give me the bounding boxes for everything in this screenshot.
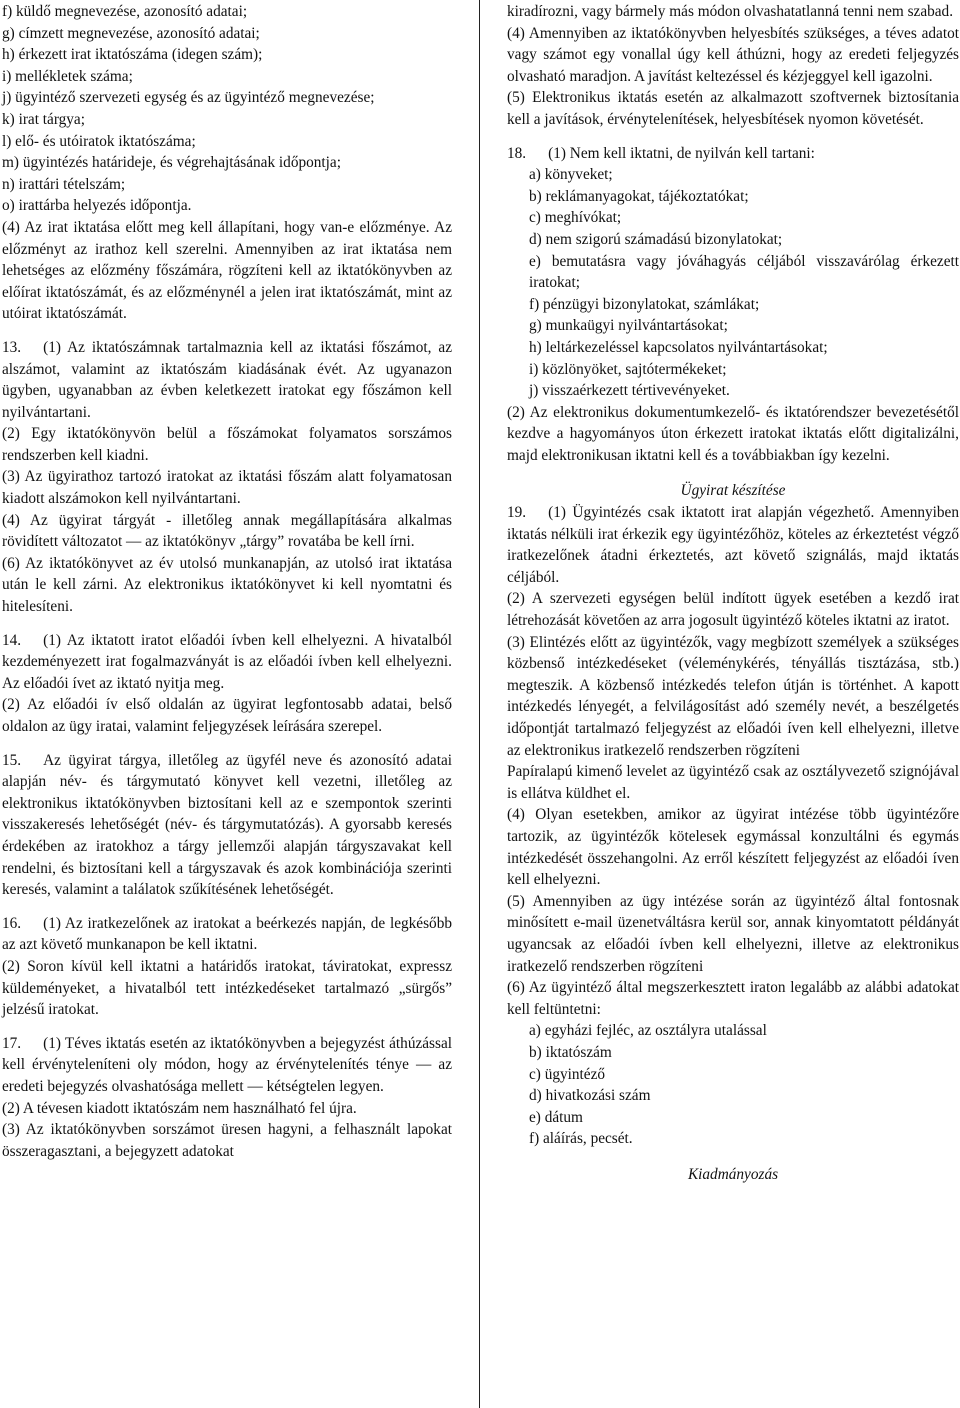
paragraph-text: (1) Nem kell iktatni, de nyilván kell tartani: xyxy=(548,144,815,162)
section-heading: Ügyirat készítése xyxy=(680,482,786,500)
paragraph xyxy=(507,632,959,762)
paragraph xyxy=(2,1119,452,1162)
paragraph xyxy=(507,804,959,890)
list-item xyxy=(507,337,959,359)
paragraph-text: Papíralapú kimenő levelet az ügyintéző csak az osztályvezető szignójával is ellátva küldhet el. xyxy=(507,763,959,802)
list-item xyxy=(507,1085,959,1107)
list-item xyxy=(507,251,959,294)
list-item xyxy=(507,1020,959,1042)
paragraph xyxy=(2,510,452,553)
paragraph xyxy=(2,553,452,618)
paragraph-text: d) hivatkozási szám xyxy=(529,1087,651,1105)
paragraph xyxy=(2,87,452,109)
paragraph-text: (4) Amennyiben az iktatókönyvben helyesbítés szükséges, a téves adatot vagy számot egy vonallal úgy kell áthúzni, hogy az eredeti feljegyzés olvasható maradjon. A javítást keltezéssel és kézjeggyel kell igazolni. xyxy=(507,24,959,85)
paragraph-text: (1) Az iktatott iratot előadói ívben kell elhelyezni. A hivatalból kezdeményezett irat fogalmazványát is az előadói ívben kell elhelyezni. Az előadói ívet az iktató nyitja meg. xyxy=(2,631,452,692)
paragraph-text: (5) Amennyiben az ügy intézése során az ügyintéző által fontosnak minősített e-mail üzenetváltásra kerül sor, annak kinyomtatott példányát ugyancsak az előadói ívben kell elhelyezni, illetve az elektronikus iratkezelő rendszerben rögzíteni xyxy=(507,892,959,975)
paragraph-text: b) reklámanyagokat, tájékoztatókat; xyxy=(529,187,749,205)
paragraph-text: i) közlönyöket, sajtótermékeket; xyxy=(529,360,727,378)
paragraph-text: a) egyházi fejléc, az osztályra utalással xyxy=(529,1022,767,1040)
paragraph-gap xyxy=(2,901,452,913)
paragraph-text: l) elő- és utóiratok iktatószáma; xyxy=(2,132,196,150)
paragraph-text: n) irattári tételszám; xyxy=(2,175,126,193)
list-item xyxy=(507,164,959,186)
column-divider xyxy=(479,0,480,1408)
section-paragraph xyxy=(2,750,452,901)
paragraph-text: kiradírozni, vagy bármely más módon olvashatatlanná tenni nem szabad. xyxy=(507,3,954,20)
section-number: 13. xyxy=(2,338,22,356)
list-item xyxy=(507,359,959,381)
paragraph-text: (1) Ügyintézés csak iktatott irat alapján végezhető. Amennyiben iktatás nélküli irat érkezik egy ügyintézőhöz, köteles az érkeztetést végző iratkezelőnek átadni érkeztetés, azt követő szignálás, majd iktatás céljából. xyxy=(507,504,959,586)
paragraph-text: c) meghívókat; xyxy=(529,209,622,227)
list-item xyxy=(507,1042,959,1064)
list-item xyxy=(507,229,959,251)
paragraph-text: (1) Téves iktatás esetén az iktatókönyvben a bejegyzést áthúzással kell érvényteleníteni oly módon, hogy az érvénytelenítés ténye ― az eredeti bejegyzés olvashatósága mellett ― kétségtelen legyen. xyxy=(2,1034,452,1095)
section-paragraph xyxy=(2,913,452,956)
paragraph xyxy=(2,23,452,45)
paragraph-text: (2) Az előadói ív első oldalán az ügyirat legfontosabb adatai, belső oldalon az ügy iratai, valamint feljegyzések leírására szerepel. xyxy=(2,696,452,735)
paragraph xyxy=(507,891,959,977)
paragraph-gap xyxy=(2,738,452,750)
list-item xyxy=(507,186,959,208)
section-paragraph xyxy=(507,502,959,588)
section-paragraph xyxy=(507,143,959,165)
section-heading: Kiadmányozás xyxy=(687,1165,779,1183)
section-number: 18. xyxy=(507,144,527,162)
paragraph-text: (2) A szervezeti egységen belül indított ügyek esetében a kezdő irat létrehozását követően az arra jogosult ügyintéző köteles iktatni az iratot. xyxy=(507,590,959,630)
section-number: 16. xyxy=(2,914,22,932)
paragraph-gap xyxy=(2,325,452,337)
paragraph-text: m) ügyintézés határideje, és végrehajtásának időpontja; xyxy=(2,154,341,172)
paragraph-text: (3) Az ügyirathoz tartozó iratokat az iktatási főszám alatt folyamatosan kiadott alszámokon kell nyilvántartani. xyxy=(2,468,452,508)
paragraph-text: (4) Olyan esetekben, amikor az ügyirat intézése több ügyintézőre tartozik, az ügyintézők kötelesek egymással konzultálni és egymás intézkedését összehangolni. Az erről készített feljegyzést az előadói íven kell elhelyezni. xyxy=(507,806,959,889)
paragraph xyxy=(507,977,959,1020)
paragraph xyxy=(507,402,959,467)
paragraph-text: (1) Az iratkezelőnek az iratokat a beérkezés napján, de legkésőbb az azt követő munkanapon be kell iktatni. xyxy=(2,914,452,954)
paragraph-gap xyxy=(2,1021,452,1033)
list-item xyxy=(507,207,959,229)
paragraph-text: (3) Elintézés előtt az ügyintézők, vagy megbízott személyek a szükséges közbenső intézkedéseket (véleménykérés, tényállás tisztázása, stb.) megteszik. A közbenső intézkedés telefon útján is történhet. A kapott intézkedés lényegét, a felvilágosítást adó személy nevét, a beszélgetés időpontját tartalmazó feljegyzést az előadói íven kell elhelyezni, illetve az elektronikus iratkezelő rendszerben rögzíteni xyxy=(507,633,959,759)
paragraph xyxy=(507,1,959,23)
paragraph-text: j) visszaérkezett tértivevényeket. xyxy=(529,382,730,400)
paragraph xyxy=(2,423,452,466)
paragraph-text: Az ügyirat tárgya, illetőleg az ügyfél neve és azonosító adatai alapján név- és tárgymutató könyvet kell vezetni, illetőleg az elektronikus iktatókönyvben biztosítani kell az e szempontok szerinti visszakeresés lehetőségét (név- és tárgymutatózás). A gyorsabb keresés érdekében az iratokhoz a tárgy jellemzői alapján tárgyszavakat kell rendelni, és biztosítani kell a tárgyszavak és azok kombinációja szerinti keresés, valamint a találatok szűkítésének lehetőségét. xyxy=(2,751,452,899)
paragraph xyxy=(2,131,452,153)
section-paragraph xyxy=(2,1033,452,1098)
paragraph xyxy=(2,44,452,66)
paragraph xyxy=(507,87,959,130)
paragraph-gap xyxy=(507,466,959,478)
paragraph xyxy=(2,109,452,131)
paragraph-text: (2) Egy iktatókönyvön belül a főszámokat folyamatos sorszámos rendszerben kell kiadni. xyxy=(2,425,452,464)
right-column xyxy=(507,1,959,1185)
paragraph xyxy=(2,195,452,217)
paragraph-text: (4) Az ügyirat tárgyát - illetőleg annak megállapítására alkalmas rövidített változatot ― az iktatókönyv „tárgy” rovatába be kell írni. xyxy=(2,511,452,551)
paragraph-text: (6) Az iktatókönyvet az év utolsó munkanapján, az utolsó irat iktatása után le kell zárni. Az elektronikus iktatókönyvet ki kell nyomtatni és hitelesíteni. xyxy=(2,554,452,616)
section-number: 15. xyxy=(2,751,22,769)
paragraph-gap xyxy=(507,1150,959,1162)
list-item xyxy=(507,380,959,402)
paragraph-text: c) ügyintéző xyxy=(529,1065,606,1083)
paragraph-text: b) iktatószám xyxy=(529,1043,612,1061)
paragraph xyxy=(2,217,452,325)
list-item xyxy=(507,1107,959,1129)
paragraph-text: (5) Elektronikus iktatás esetén az alkalmazott szoftvernek biztosítania kell a javítások, érvénytelenítések, helyesbítések nyomon követését. xyxy=(507,89,959,128)
paragraph-text: d) nem szigorú számadású bizonylatokat; xyxy=(529,230,783,248)
paragraph-text: h) leltárkezeléssel kapcsolatos nyilvántartásokat; xyxy=(529,338,828,356)
list-item xyxy=(507,315,959,337)
paragraph-text: o) irattárba helyezés időpontja. xyxy=(2,197,192,215)
paragraph-text: g) munkaügyi nyilvántartásokat; xyxy=(529,317,728,335)
list-item xyxy=(507,1064,959,1086)
paragraph-text: (2) Soron kívül kell iktatni a határidős iratokat, táviratokat, expressz küldeményeket, a hivatalból tett intézkedéseket tartalmazó „sürgős” jelzésű iratokat. xyxy=(2,957,452,1019)
paragraph xyxy=(507,588,959,631)
paragraph-text: g) címzett megnevezése, azonosító adatai; xyxy=(2,24,260,42)
section-paragraph xyxy=(2,337,452,423)
section-paragraph xyxy=(2,630,452,695)
paragraph xyxy=(2,1098,452,1120)
paragraph-text: e) dátum xyxy=(529,1108,583,1126)
paragraph-text: (2) A tévesen kiadott iktatószám nem használható fel újra. xyxy=(2,1099,357,1117)
section-number: 19. xyxy=(507,504,527,522)
paragraph-text: h) érkezett irat iktatószáma (idegen szám); xyxy=(2,46,263,64)
list-item xyxy=(507,294,959,316)
paragraph-text: j) ügyintéző szervezeti egység és az ügyintéző megnevezése; xyxy=(2,89,375,107)
paragraph xyxy=(2,466,452,509)
section-number: 14. xyxy=(2,631,22,649)
paragraph-text: a) könyveket; xyxy=(529,166,613,184)
section-number: 17. xyxy=(2,1034,22,1052)
paragraph-text: (6) Az ügyintéző által megszerkesztett iraton legalább az alábbi adatokat kell feltüntetni: xyxy=(507,979,959,1018)
paragraph xyxy=(2,1,452,23)
paragraph-gap xyxy=(2,618,452,630)
paragraph-text: f) pénzügyi bizonylatokat, számlákat; xyxy=(529,295,760,313)
paragraph-gap xyxy=(507,131,959,143)
paragraph xyxy=(2,66,452,88)
paragraph-text: k) irat tárgya; xyxy=(2,110,85,128)
paragraph-text: (4) Az irat iktatása előtt meg kell állapítani, hogy van-e előzménye. Az előzményt az irathoz kell szerelni. Amennyiben az irat iktatása nem lehetséges az előzmény főszámára, rögzíteni kell az iktatókönyvben az előírat iktatószámát, és az előzménynél a jelen irat iktatószámát, mint az utóirat iktatószámát. xyxy=(2,218,452,323)
left-column xyxy=(2,1,452,1162)
paragraph-text: (1) Az iktatószámnak tartalmaznia kell az iktatási főszámot, az alszámot, valamint az iktatószám kiadásának évét. Az ugyanazon ügyben, ugyanabban az évben keletkezett iratokat egy főszámon kell nyilvántartani. xyxy=(2,338,452,421)
paragraph-text: i) mellékletek száma; xyxy=(2,67,133,85)
paragraph xyxy=(2,174,452,196)
paragraph xyxy=(2,152,452,174)
paragraph-text: (3) Az iktatókönyvben sorszámot üresen hagyni, a felhasznált lapokat összeragasztani, a bejegyzett adatokat xyxy=(2,1121,452,1160)
paragraph xyxy=(507,23,959,88)
list-item xyxy=(507,1128,959,1150)
paragraph-text: (2) Az elektronikus dokumentumkezelő- és iktatórendszer bevezetésétől kezdve a hagyományos úton érkezett iratokat iktatás előtt digitalizálni, majd elektronikusan iktatni kell és a továbbiakban így kezelni. xyxy=(507,403,959,464)
paragraph xyxy=(2,956,452,1021)
paragraph-text: f) aláírás, pecsét. xyxy=(529,1130,633,1148)
paragraph-text: f) küldő megnevezése, azonosító adatai; xyxy=(2,3,248,20)
paragraph xyxy=(507,761,959,804)
paragraph-text: e) bemutatásra vagy jóváhagyás céljából visszavárólag érkezett iratokat; xyxy=(529,252,959,292)
paragraph xyxy=(2,694,452,737)
